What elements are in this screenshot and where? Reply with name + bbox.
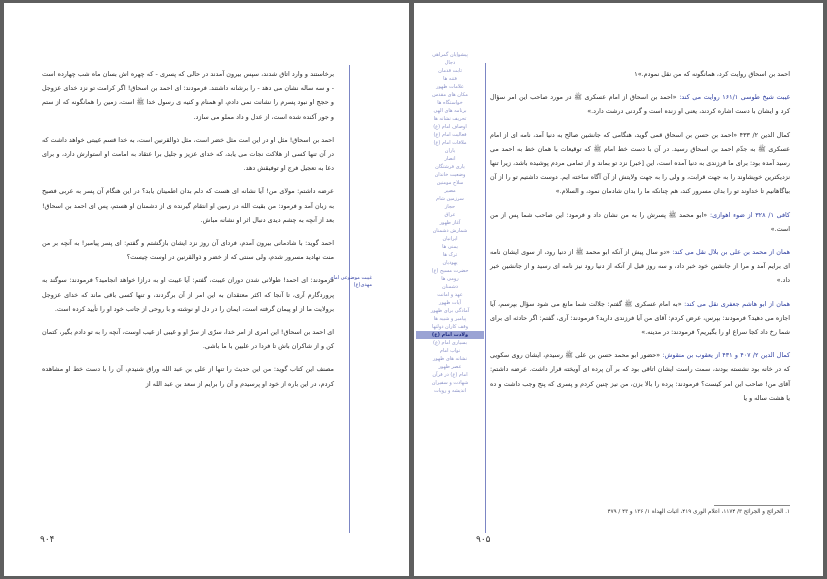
sidebar-item[interactable]: بسیاری امام (ع)	[433, 340, 467, 346]
sidebar-item[interactable]: دشمنان	[441, 284, 458, 290]
right-page-paragraph: کمال الدین ۲/ ۴۰۷ و ۴۳۱ از یعقوب بن منقوش: «حضور ابو محمد حسن بن علی ﷺ رسیدم، ایشان روی سکویی که در خانه بود نشسته بودند، سمت راست ایشان اتاقی بود که بر آن پرده ای آویخته قرار داشت. عرضه داشتم: آقای من! صاحب این امر کیست؟ فرمودند: پرده را بالا بزن، من نیز چنین کردم و پسری که پنج وجب داشت و ده یا هشت ساله و یا	[490, 351, 791, 402]
source-reference: غیبت شیخ طوسی ۱۶۱/۱ روایت می کند:	[679, 93, 790, 102]
left-page	[4, 3, 409, 576]
sidebar-item[interactable]: اندیشه و رویات	[434, 388, 466, 394]
sidebar-item[interactable]: نشانه های ظهور	[433, 356, 467, 362]
sidebar-item[interactable]: سلاح مومنین	[436, 180, 464, 186]
left-page-paragraph: احمد بن اسحاق! مثل او در این امت مثل خضر است، مثل ذوالقرنین است، به خدا قسم غیبتی خواهد داشت که در آن تنها کسی از هلاکت نجات می یابد، که خدای عزیز و جلیل برا عتقاد به امامت او استوارش دارد، و برای دعا به تعجیل فرج او توفیقش دهد.	[42, 135, 334, 173]
left-margin-divider	[349, 65, 350, 533]
sidebar-item[interactable]: رومی ها	[441, 276, 459, 282]
right-page-paragraph: کمال الدین ۲/ ۴۳۳ «احمد بن حسن بن اسحاق قمی گوید، هنگامی که جانشین صالح به دنیا آمد، نامه ای از امام عسکری ﷺ به جدّم احمد بن اسحاق رسید. در آن با دست خط امام ﷺ که توقیعات با همان خط به احمد می رسید آمده بود: برای ما فرزندی به دنیا آمده است، این [خبر] نزد تو بماند و از تمامی مردم پوشیده باشد، زیرا تنها نزدیکترین خویشاوند را به جهت قرابت، و ولی را به جهت ولایتش از آن آگاه ساخته ایم. دوست داشتیم تو را از آن بیاگاهانیم تا خداوند تو را بدان مسرور کند، هم چنانکه ما را بدان شادمان نمود، و السلام.»	[490, 130, 790, 196]
sidebar-item[interactable]: فعالیت امام (ع)	[433, 132, 467, 138]
sidebar-item[interactable]: حجاز	[444, 204, 456, 210]
left-page-number: ۹۰۴	[40, 535, 55, 545]
sidebar-item[interactable]: عراق	[444, 212, 456, 218]
sidebar-item[interactable]: وضعیت خاندان	[434, 172, 466, 178]
left-page-paragraph: فرمودند: ای احمد! طولانی شدن دوران غیبت، گفتم: آیا غیبت او به درازا خواهد انجامید؟ فرمودند: سوگند به پروردگارم آری، تا آنجا که اکثر معتقدان به این امر از آن برگردند، و تنها کسی باقی ماند که خدای عزوجل برولایت ما از او پیمان گرفته است، ایمان را در دل او نوشته و با روحی از جانب خود او را تأیید کرده است.	[42, 276, 334, 313]
sidebar-item[interactable]: فتنه ها	[443, 76, 457, 82]
source-reference: کافی ۱/ ۳۲۸ از ضوء اهوازی:	[709, 210, 791, 219]
source-reference: همان از ابو هاشم جعفری نقل می کند:	[684, 299, 790, 308]
sidebar-item[interactable]: یهودیان	[442, 260, 458, 266]
left-page-paragraph: عرضه داشتم: مولای من! آیا نشانه ای هست که دلم بدان اطمینان یابد؟ در این هنگام آن پسر به عربی فصیح به زبان آمد و فرمود: من بقیت الله در زمین او انتقام گیرنده ی از دشمنان او هستم، پس ای احمد بن اسحاق! بعد از آنچه به چشم دیدی دنبال اثر او نشانه مباش.	[42, 187, 334, 224]
sidebar-item[interactable]: علامات ظهور	[436, 84, 464, 90]
sidebar-item[interactable]: یاران	[444, 148, 456, 154]
right-margin-divider	[485, 63, 486, 533]
sidebar-item[interactable]: نواب امام	[439, 348, 461, 354]
sidebar-item[interactable]: حضرت مسیح (ع)	[431, 268, 469, 274]
right-page-body	[490, 67, 790, 507]
left-page-body	[42, 67, 334, 537]
sidebar-item[interactable]: ایرانیان	[442, 236, 458, 242]
sidebar-item[interactable]: شهادت و سفیران	[431, 380, 469, 386]
left-page-paragraph: احمد گوید: با شادمانی بیرون آمدم، فردای آن روز نزد ایشان بازگشتم و گفتم: ای پسر پیامبر! به آنچه بر من منت نهادید مسرور شدم، ولی سنتی که از خضر و ذوالقرنین در اوست چیست؟	[42, 239, 334, 262]
right-page-paragraph: احمد بن اسحاق روایت کرد، همانگونه که من نقل نمودم.»١	[634, 70, 790, 78]
sidebar-item[interactable]: اوصاف امام (ع)	[433, 124, 467, 130]
sidebar-item[interactable]: سرزمین شام	[436, 196, 464, 202]
source-reference: همان از محمد بن علی بن بلال نقل می کند:	[672, 248, 790, 257]
sidebar-item[interactable]: ثابت قدمان	[438, 68, 462, 74]
left-page-paragraph: برخاستند و وارد اتاق شدند، سپس بیرون آمدند در حالی که پسری - که چهره اش بسان ماه شب چهارده است - و سه ساله نشان می دهد - را برشانه داشتند. فرمودند: ای احمد بن اسحاق! اگر کرامت تو نزد خدای عزوجل و حجج او نبود پسرم را نشانت نمی دادم، او همنام و کنیه ی رسول خدا ﷺ است، زمین را همانگونه که از ستم و جور آکنده شده است، از عدل و داد مملو می سازد.	[42, 70, 334, 121]
right-page-number: ۹۰۵	[476, 535, 491, 545]
sidebar-item[interactable]: ترک ها	[442, 252, 458, 258]
sidebar-item-active[interactable]: ولادت امام (ع)	[416, 331, 484, 339]
sidebar-item[interactable]: یمنی ها	[442, 244, 458, 250]
left-page-paragraph: مصنف این کتاب گوید: من این حدیث را تنها از علی بن عبد الله وراق شنیدم، آن را با دست خط او مشاهده کردم، در این باره از خود او پرسیدم و آن را برایم از سعد بن عبد الله از	[42, 365, 334, 388]
sidebar-item[interactable]: وقف کاران دولتها	[431, 324, 469, 330]
sidebar-item[interactable]: پیامبر و شبیه ها	[433, 316, 467, 322]
chapter-sidebar	[416, 51, 484, 395]
right-page-paragraph: همان از ابو هاشم جعفری نقل می کند: «به امام عسکری ﷺ گفتم: جلالت شما مانع می شود سؤال بپرسم، آیا اجازه می دهید؟ فرمودند: بپرس، عرض کردم: آقای من آیا فرزندی دارید؟ فرمودند: آری، گفتم: اگر حادثه ای برای شما رخ داد کجا سراغ او را بگیریم؟ فرمودند: در مدینه.»	[490, 299, 790, 337]
left-margin-label: غيبت موضوعی امام مهدی(ع)	[330, 275, 372, 289]
sidebar-item[interactable]: ملاقات امام (ع)	[433, 140, 467, 146]
sidebar-item[interactable]: مصیر	[444, 188, 456, 194]
right-page	[414, 3, 823, 576]
sidebar-item[interactable]: مکان های مقدس	[432, 92, 468, 98]
right-page-paragraph: کافی ۱/ ۳۲۸ از ضوء اهوازی: «ابو محمد ﷺ پسرش را به من نشان داد و فرمود: این صاحب شما پس از من است.»	[490, 210, 791, 233]
left-page-paragraph: ای احمد بن اسحاق! این امری از امر خدا، سرّی از سرّ او و غیبی از غیب اوست، آنچه را به تو دادم بگیر، کتمان کن و از شاکران باش تا فردا در علیین با ما باشی.	[42, 328, 334, 351]
sidebar-item[interactable]: آیات ظهور	[439, 300, 461, 306]
sidebar-item[interactable]: خواستگاه ها	[437, 100, 463, 106]
footnote-divider	[714, 505, 790, 506]
sidebar-item[interactable]: دجال	[444, 60, 456, 66]
sidebar-item[interactable]: یاری فرشتگان	[435, 164, 465, 170]
sidebar-item[interactable]: امام (ع) در قرآن	[432, 372, 468, 378]
sidebar-item[interactable]: برنامه های الهی	[433, 108, 467, 114]
right-page-paragraph: همان از محمد بن علی بن بلال نقل می کند: «دو سال پیش از آنکه ابو محمد ﷺ از دنیا رود، از سوی ایشان نامه ای برایم آمد و مرا از جانشین خود خبر داد، و سه روز قبل از آنکه از دنیا رود نیز نامه ای رسید و از جانشین خبر داد.»	[490, 248, 790, 285]
sidebar-item[interactable]: عهد و امانت	[437, 292, 463, 298]
sidebar-item[interactable]: پیشوایان گمراهی	[432, 52, 468, 58]
sidebar-item[interactable]: آغاز ظهور	[439, 220, 461, 226]
sidebar-item[interactable]: شمارش دشمنان	[432, 228, 468, 234]
sidebar-item[interactable]: آمادگی برای ظهور	[430, 308, 470, 314]
right-page-paragraph: غیبت شیخ طوسی ۱۶۱/۱ روایت می کند: «احمد بن اسحاق از امام عسکری ﷺ در مورد صاحب این امر سؤال کرد و ایشان با دست اشاره کردند، یعنی او زنده است و گردنی درشت دارد.»	[490, 93, 790, 116]
sidebar-item[interactable]: تحریف نشانه ها	[433, 116, 467, 122]
footnote: ۱. الخرائج و الجرائح ۳/ ۱۱۷۴، اعلام الوری ۴۱۹، اثبات الهداة ۱/ ۱۳۶ و ۴۳ / ۴۷۹	[607, 509, 790, 515]
sidebar-item[interactable]: عصر ظهور	[438, 364, 462, 370]
sidebar-item[interactable]: انصار	[444, 156, 456, 162]
source-reference: کمال الدین ۲/ ۴۰۷ و ۴۳۱ از یعقوب بن منقوش:	[662, 351, 791, 360]
